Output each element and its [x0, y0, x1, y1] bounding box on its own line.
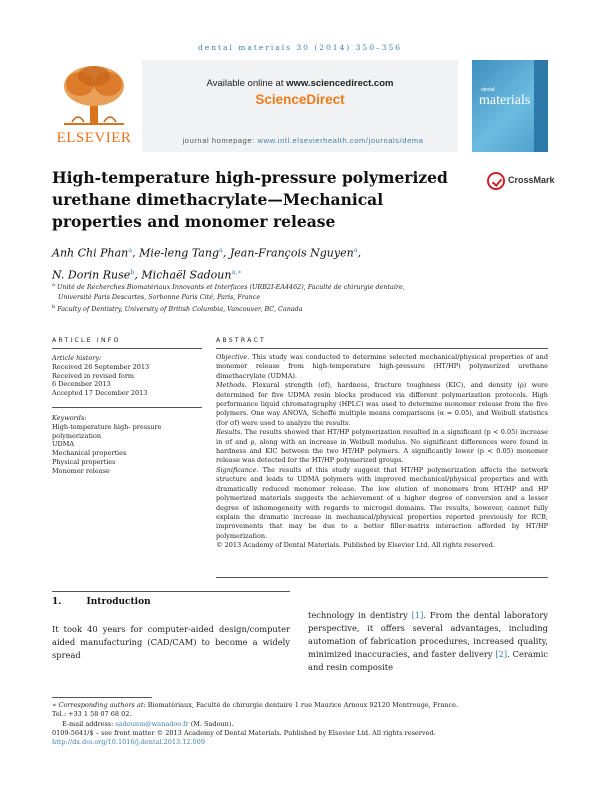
keyword-item: Mechanical properties: [52, 449, 127, 458]
homepage-label: journal homepage:: [182, 136, 255, 145]
footnotes: [52, 697, 548, 747]
author-affiliation-marker[interactable]: b: [130, 267, 135, 276]
author-name[interactable]: Jean-François Nguyen: [229, 246, 354, 260]
author-affiliation-marker[interactable]: a,∗: [231, 267, 242, 276]
journal-citation: dental materials 30 (2014) 350–356: [197, 43, 403, 52]
info-divider: [52, 407, 202, 408]
elsevier-tree-icon: [60, 64, 128, 126]
history-list: [52, 363, 202, 398]
keyword-item: polymerization: [52, 431, 102, 440]
section-title: Introduction: [86, 597, 151, 607]
abstract-objective: Objective. This study was conducted to determine selected mechanical/physical properties of and monomer release from high-temperature high-pressure (HT/HP) polymerized urethane dimethacrylate (UDMA).: [216, 353, 548, 380]
footnote-rule: [52, 697, 152, 698]
author-line-2: N. Dorin Ruse$^b$, Michaël Sadoun$^{a,∗}$: [52, 267, 242, 282]
article-title: High-temperature high-pressure polymerized urethane dimethacrylate—Mechanical properties and monomer release: [52, 168, 448, 231]
crossmark-label: CrossMark: [508, 175, 555, 185]
intro-text-right: technology in dentistry [1]. From the dental laboratory perspective, it offers several advantages, including automation of fabrication procedures, increased quality, minimized inaccuracies, and faster delivery [2]. Ceramic and resin composite: [308, 610, 548, 672]
article-info: [52, 354, 202, 476]
corresponding-author: ∗ Corresponding authors at: Biomatériaux, Faculté de chirurgie dentaire 1 rue Maurice Arnoux 92120 Montrouge, France.: [52, 701, 459, 709]
affiliation-line: $^a$ Unité de Recherches Biomatériaux Innovants et Interfaces (URB2I-EA4462), Faculté de chirurgie dentaire,: [52, 282, 405, 292]
author-name[interactable]: Anh Chi Phan: [52, 246, 129, 260]
abstract-body: [216, 353, 548, 551]
available-online: [142, 78, 458, 89]
author-list: [52, 241, 512, 284]
abstract-results: Results. The results showed that HT/HP polymerization resulted in a significant (p < 0.05) increase in σf and ρ, along with an increase in Weibull modulus. No significant differences were found in hardness and KIC between the two HT/HP polymers. A significantly lower (p < 0.05) monomer release was detected for the HT/HP polymerized groups.: [216, 428, 548, 465]
publisher-name: ELSEVIER: [56, 130, 132, 146]
citation-link-1[interactable]: [1]: [411, 610, 424, 620]
abstract-methods: Methods. Flexural strength (σf), hardness, fracture toughness (KIC), and density (ρ) were determined for five UDMA resin blocks produced via different polymerization protocols. High performance liquid chromatography (HPLC) was used to determine monomer release from the five polymers. One way ANOVA, Scheffé multiple means comparisons (α = 0.05), and Weibull statistics (for σf) were used to analyze the results.: [216, 381, 548, 427]
author-affiliation-marker[interactable]: a: [353, 246, 358, 254]
keyword-item: UDMA: [52, 440, 75, 449]
crossmark-badge[interactable]: [487, 172, 555, 192]
cover-materials-word: materials: [479, 93, 531, 108]
abstract-heading: ABSTRACT: [216, 337, 266, 344]
keyword-list: [52, 423, 202, 476]
abstract-significance: Significance. The results of this study suggest that HT/HP polymerization affects the network structure and leads to UDMA polymers with improved mechanical/physical properties and with dramatically reduced monomer release. The low elution of monomers from HT/HP and HP polymerized materials suggests the achievement of a higher degree of conversion and a lesser degree of inhomogeneity with regards to microgel domains. The results, however, cannot fully explain the dramatic increase in mechanical/physical properties reported previously for RCB, improvements that may be due to a better filler-matrix interaction afforded by HT/HP polymerization.: [216, 465, 548, 540]
intro-text-left: It took 40 years for computer-aided design/computer aided manufacturing (CAD/CAM) to become a widely spread: [52, 624, 290, 660]
available-prefix: Available online at: [206, 78, 284, 89]
history-item: Received in revised form: [52, 371, 135, 380]
history-item: Received 26 September 2013: [52, 362, 150, 371]
doi-link[interactable]: http://dx.doi.org/10.1016/j.dental.2013.12.009: [52, 738, 205, 747]
author-name[interactable]: N. Dorin Ruse: [52, 268, 131, 282]
author-affiliation-marker[interactable]: a: [128, 246, 133, 254]
sciencedirect-logo[interactable]: ScienceDirect: [255, 92, 345, 107]
keyword-item: High-temperature high- pressure: [52, 422, 162, 431]
author-affiliation-marker[interactable]: a: [218, 246, 223, 254]
author-name[interactable]: Michaël Sadoun: [141, 268, 232, 282]
section-number: 1.: [52, 597, 62, 607]
history-label: Article history:: [52, 354, 102, 362]
sciencedirect-panel: [142, 60, 458, 152]
keywords-label: Keywords:: [52, 413, 87, 422]
available-url[interactable]: www.sciencedirect.com: [286, 78, 394, 89]
article-info-rule: [52, 348, 202, 349]
section-heading-introduction: [52, 597, 151, 607]
author-line-1: Anh Chi Phan$^a$, Mie-leng Tang$^a$, Jean-François Nguyen$^a$,: [52, 246, 362, 260]
author-name[interactable]: Mie-leng Tang: [139, 246, 219, 260]
keyword-item: Monomer release: [52, 466, 110, 475]
journal-masthead: [52, 60, 548, 152]
history-item: Accepted 17 December 2013: [52, 389, 148, 398]
article-info-heading: ARTICLE INFO: [52, 337, 121, 344]
issn-line: 0109-5641/$ – see front matter © 2013 Academy of Dental Materials. Published by Elsevier Ltd. All rights reserved.: [52, 728, 436, 737]
journal-homepage: [148, 136, 458, 145]
citation-link-2[interactable]: [2]: [495, 649, 508, 659]
journal-cover: [472, 60, 548, 152]
keyword-item: Physical properties: [52, 457, 116, 466]
elsevier-logo: [52, 60, 136, 152]
abstract-bottom-rule: [216, 577, 548, 578]
section-rule: [52, 591, 290, 592]
affiliations: [52, 280, 522, 314]
email-line: E-mail address: sadounm@wanadoo.fr (M. Sadoun).: [62, 719, 234, 728]
affiliation-line: Université Paris Descartes, Sorbonne Paris Cité, Paris, France: [58, 293, 261, 302]
email-link[interactable]: sadounm@wanadoo.fr: [115, 719, 189, 728]
history-item: 6 December 2013: [52, 380, 111, 389]
cover-dental-word: dental: [481, 87, 495, 93]
affiliation-line: $^b$ Faculty of Dentistry, University of British Columbia, Vancouver, BC, Canada: [52, 304, 303, 314]
telephone: Tel.: +33 1 58 07 68 02.: [52, 710, 132, 719]
abstract-rule: [216, 348, 548, 349]
homepage-url[interactable]: www.intl.elsevierhealth.com/journals/dema: [257, 136, 424, 145]
crossmark-icon: [487, 172, 505, 190]
abstract-copyright: © 2013 Academy of Dental Materials. Published by Elsevier Ltd. All rights reserved.: [216, 541, 495, 550]
